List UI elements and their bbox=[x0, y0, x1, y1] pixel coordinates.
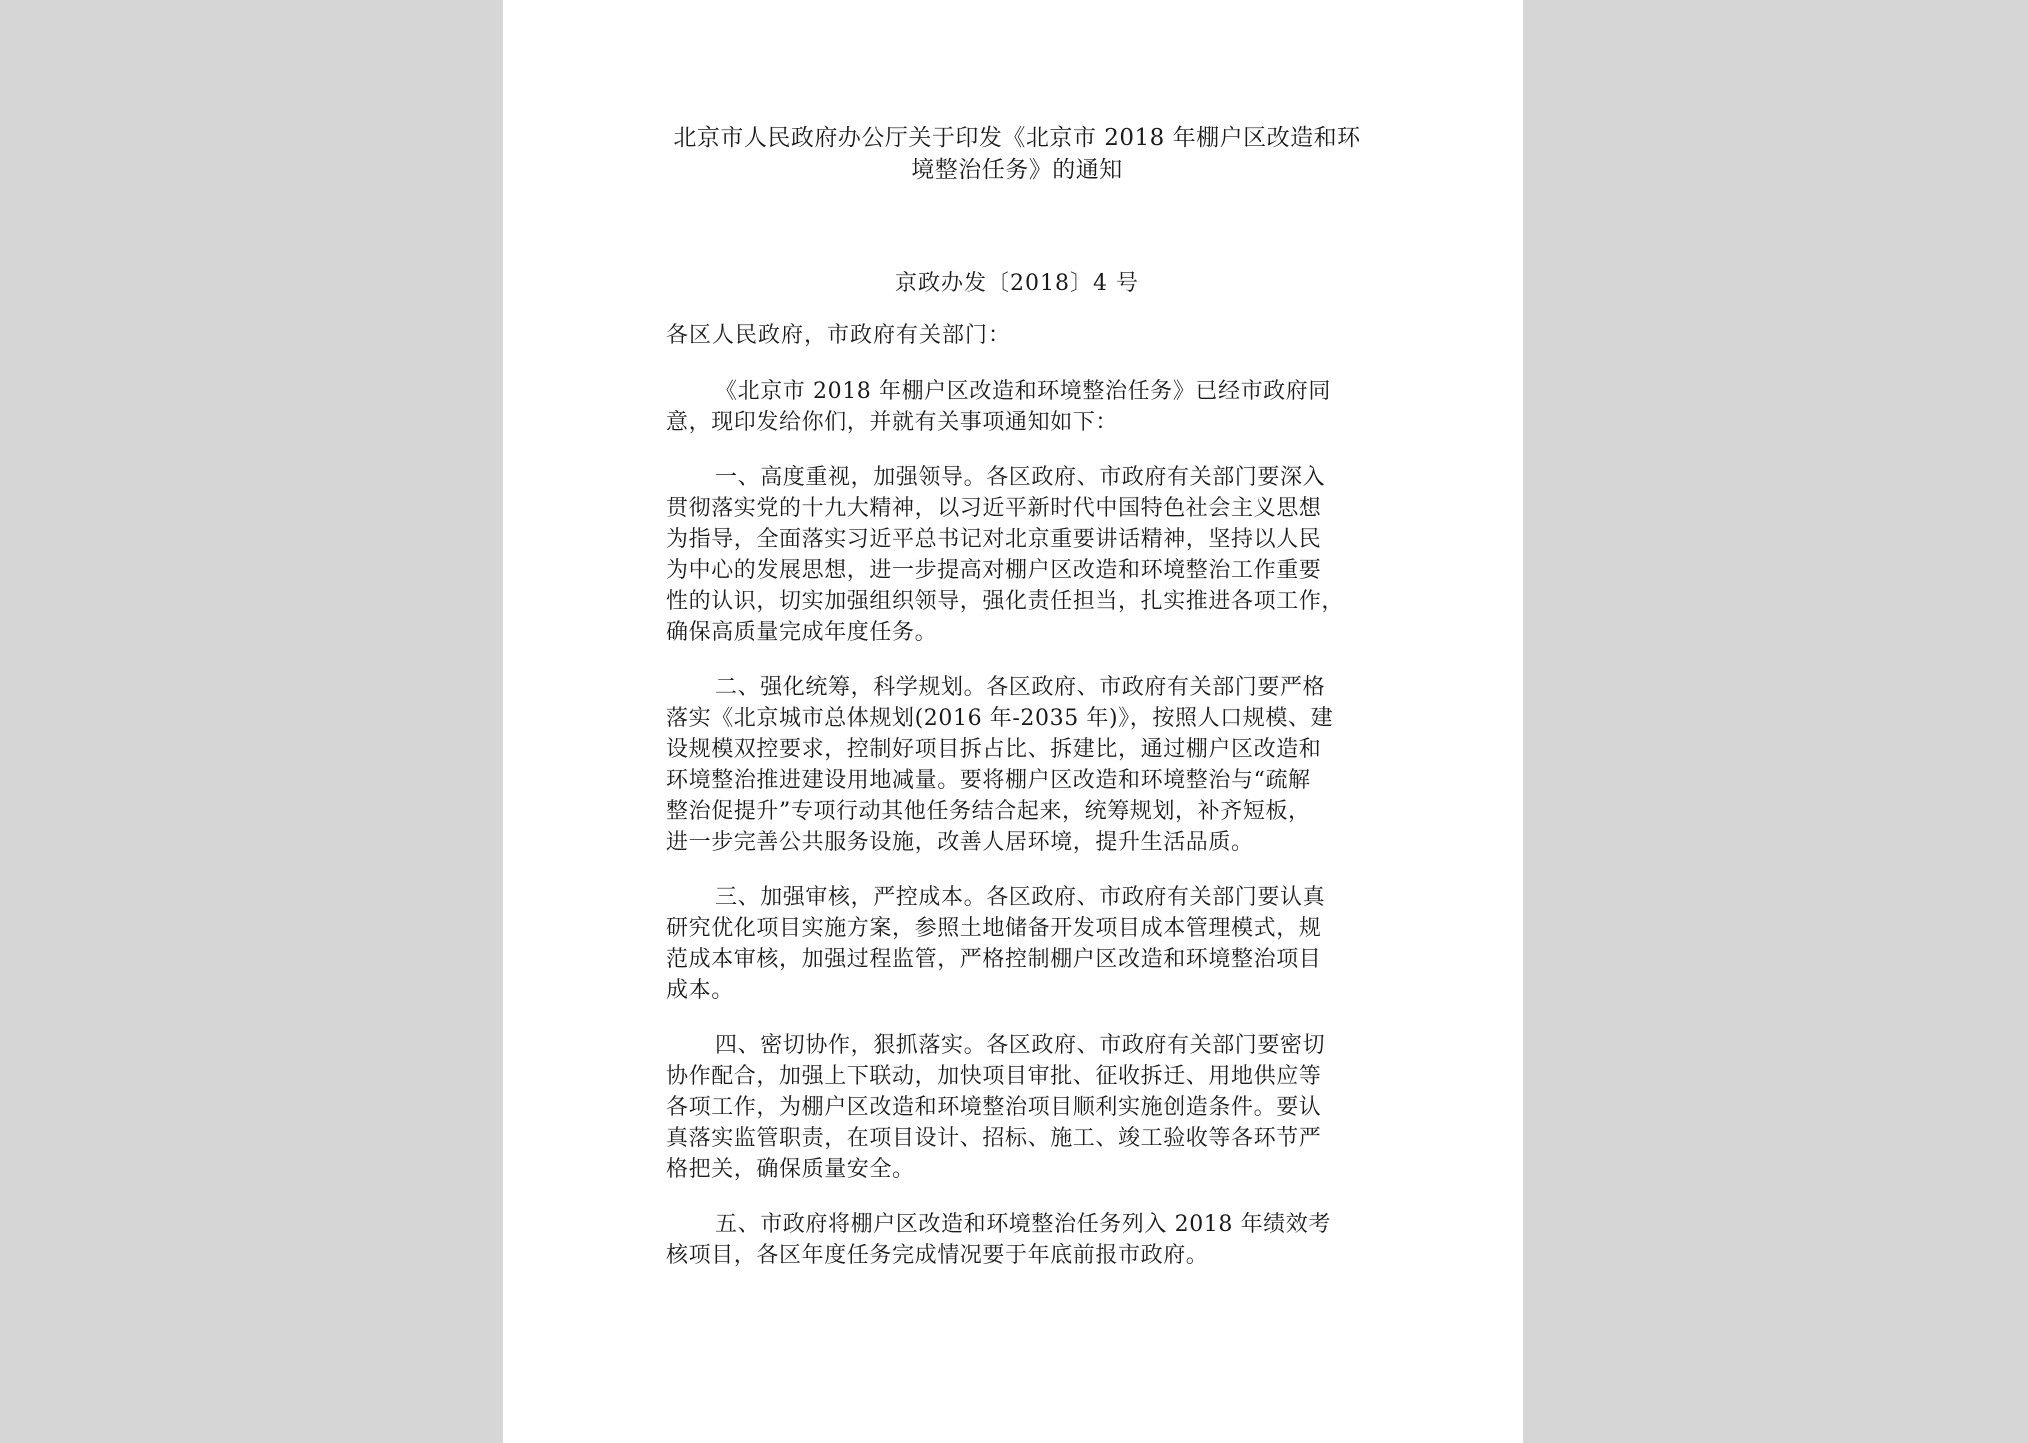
paragraph-line: 进一步完善公共服务设施，改善人居环境，提升生活品质。 bbox=[666, 830, 1254, 855]
paragraph-line: 意，现印发给你们，并就有关事项通知如下： bbox=[666, 410, 1119, 435]
paragraph-line: 一、高度重视，加强领导。各区政府、市政府有关部门要深入 bbox=[715, 465, 1326, 490]
paragraph-line: 《北京市 2018 年棚户区改造和环境整治任务》已经市政府同 bbox=[715, 379, 1331, 404]
paragraph-intro bbox=[666, 376, 1366, 438]
document-number: 京政办发〔2018〕4 号 bbox=[895, 271, 1139, 296]
paragraph-line: 成本。 bbox=[666, 978, 734, 1003]
paragraph-item-4 bbox=[666, 1030, 1366, 1185]
paragraph-line: 为中心的发展思想，进一步提高对棚户区改造和环境整治工作重要 bbox=[666, 558, 1322, 583]
paragraph-line: 范成本审核，加强过程监管，严格控制棚户区改造和环境整治项目 bbox=[666, 947, 1322, 972]
paragraph-line: 为指导，全面落实习近平总书记对北京重要讲话精神，坚持以人民 bbox=[666, 527, 1322, 552]
salutation: 各区人民政府，市政府有关部门： bbox=[666, 323, 1012, 348]
paragraph-line: 确保高质量完成年度任务。 bbox=[666, 620, 938, 645]
paragraph-line: 五、市政府将棚户区改造和环境整治任务列入 2018 年绩效考 bbox=[715, 1212, 1331, 1237]
title-line: 境整治任务》的通知 bbox=[911, 157, 1123, 183]
paragraph-line: 格把关，确保质量安全。 bbox=[666, 1157, 915, 1182]
paragraph-line: 设规模双控要求，控制好项目拆占比、拆建比，通过棚户区改造和 bbox=[666, 737, 1322, 762]
paragraph-item-3 bbox=[666, 882, 1366, 1006]
paragraph-line: 二、强化统筹，科学规划。各区政府、市政府有关部门要严格 bbox=[715, 675, 1326, 700]
document-title bbox=[666, 122, 1368, 186]
paragraph-line: 研究优化项目实施方案，参照土地储备开发项目成本管理模式，规 bbox=[666, 916, 1322, 941]
paragraph-line: 四、密切协作，狠抓落实。各区政府、市政府有关部门要密切 bbox=[715, 1033, 1326, 1058]
paragraph-line: 真落实监管职责，在项目设计、招标、施工、竣工验收等各环节严 bbox=[666, 1126, 1322, 1151]
paragraph-item-2 bbox=[666, 672, 1366, 858]
paragraph-line: 各项工作，为棚户区改造和环境整治项目顺利实施创造条件。要认 bbox=[666, 1095, 1322, 1120]
document-page bbox=[503, 0, 1523, 1443]
paragraph-line: 协作配合，加强上下联动，加快项目审批、征收拆迁、用地供应等 bbox=[666, 1064, 1322, 1089]
document-body bbox=[666, 320, 1366, 1271]
paragraph-item-5 bbox=[666, 1209, 1366, 1271]
paragraph-item-1 bbox=[666, 462, 1366, 648]
paragraph-line: 三、加强审核，严控成本。各区政府、市政府有关部门要认真 bbox=[715, 885, 1326, 910]
paragraph-line: 环境整治推进建设用地减量。要将棚户区改造和环境整治与“疏解 bbox=[666, 768, 1311, 793]
paragraph-line: 贯彻落实党的十九大精神，以习近平新时代中国特色社会主义思想 bbox=[666, 496, 1322, 521]
title-line: 北京市人民政府办公厅关于印发《北京市 2018 年棚户区改造和环 bbox=[673, 125, 1361, 151]
paragraph-line: 整治促提升”专项行动其他任务结合起来，统筹规划，补齐短板， bbox=[666, 799, 1311, 824]
paragraph-line: 落实《北京城市总体规划(2016 年-2035 年)》，按照人口规模、建 bbox=[666, 706, 1334, 731]
paragraph-line: 性的认识，切实加强组织领导，强化责任担当，扎实推进各项工作， bbox=[666, 589, 1345, 614]
paragraph-line: 核项目，各区年度任务完成情况要于年底前报市政府。 bbox=[666, 1243, 1209, 1268]
